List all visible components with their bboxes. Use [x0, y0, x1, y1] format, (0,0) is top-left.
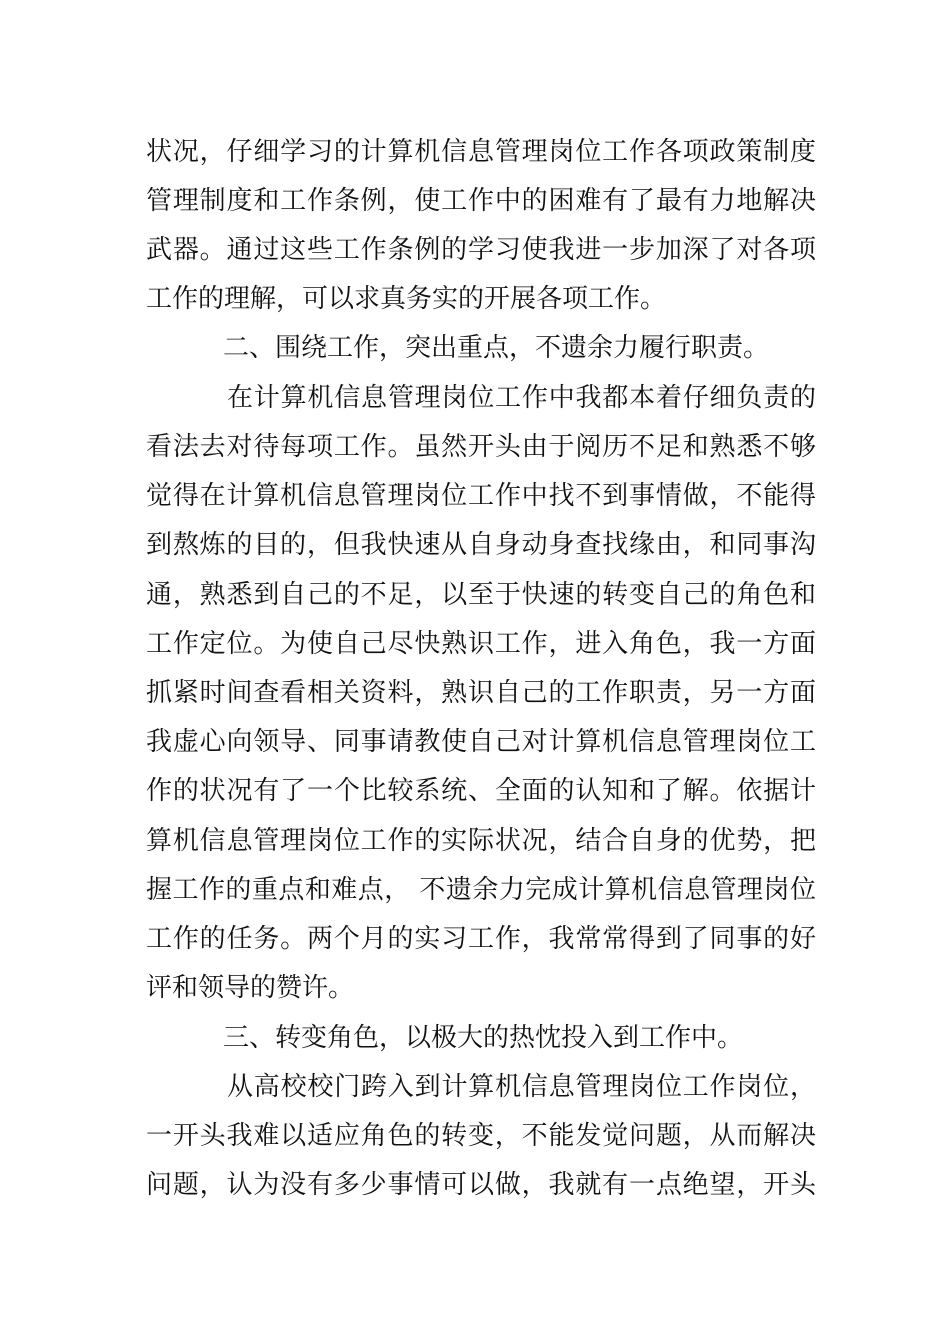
- text-line: 看法去对待每项工作。虽然开头由于阅历不足和熟悉不够: [146, 432, 816, 462]
- section-heading: 三、转变角色，以极大的热忱投入到工作中。: [223, 1023, 744, 1053]
- text-line: 握工作的重点和难点， 不遗余力完成计算机信息管理岗位: [146, 875, 816, 905]
- section-heading: 二、围绕工作，突出重点，不遗余力履行职责。: [223, 333, 770, 363]
- text-line: 通，熟悉到自己的不足，以至于快速的转变自己的角色和: [146, 580, 816, 610]
- text-line: 抓紧时间查看相关资料，熟识自己的工作职责，另一方面: [146, 678, 816, 708]
- text-line: 状况，仔细学习的计算机信息管理岗位工作各项政策制度: [146, 137, 816, 167]
- text-line: 作的状况有了一个比较系统、全面的认知和了解。依据计: [146, 776, 816, 806]
- text-line: 武器。通过这些工作条例的学习使我进一步加深了对各项: [146, 235, 816, 265]
- text-line: 工作定位。为使自己尽快熟识工作，进入角色，我一方面: [146, 629, 816, 659]
- text-line: 算机信息管理岗位工作的实际状况，结合自身的优势，把: [146, 826, 816, 856]
- paragraph-first-line: 在计算机信息管理岗位工作中我都本着仔细负责的: [227, 383, 816, 413]
- text-line: 管理制度和工作条例，使工作中的困难有了最有力地解决: [146, 186, 816, 216]
- text-line: 工作的任务。两个月的实习工作，我常常得到了同事的好: [146, 924, 816, 954]
- text-line: 到熬炼的目的，但我快速从自身动身查找缘由，和同事沟: [146, 530, 816, 560]
- text-line: 评和领导的赞许。: [146, 973, 355, 1003]
- text-line: 问题，认为没有多少事情可以做，我就有一点绝望，开头: [146, 1170, 816, 1200]
- text-line: 工作的理解，可以求真务实的开展各项工作。: [146, 284, 667, 314]
- text-line: 觉得在计算机信息管理岗位工作中找不到事情做，不能得: [146, 481, 816, 511]
- text-line: 一开头我难以适应角色的转变，不能发觉问题，从而解决: [146, 1121, 816, 1151]
- paragraph-first-line: 从高校校门跨入到计算机信息管理岗位工作岗位，: [227, 1072, 816, 1102]
- text-line: 我虚心向领导、同事请教使自己对计算机信息管理岗位工: [146, 727, 816, 757]
